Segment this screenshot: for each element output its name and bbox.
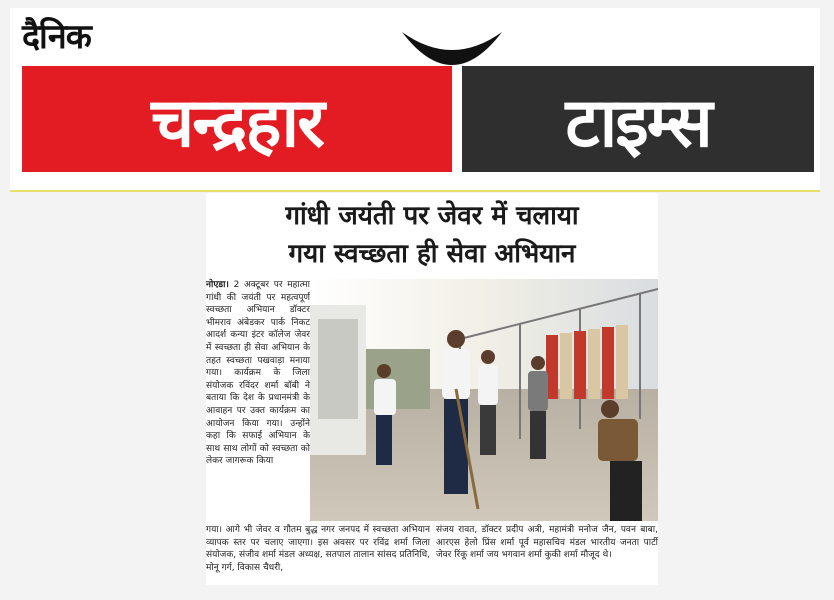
article-column-left xyxy=(206,279,310,468)
article-dateline: नोएडा। xyxy=(206,280,229,290)
cleanliness-drive-photo xyxy=(310,279,658,521)
article-body-bottom-right: संजय रावत, डॉक्टर प्रदीप अत्री, महामंत्री मनोज जैन, पवन बाबा, आरएस हेलो प्रिंस शर्मा पूर्व महासचिव मंडल भारतीय जनता पार्टी जेवर रिंकू शर्मा जय भगवान शर्मा कुकी शर्मा मौजूद थे। xyxy=(436,525,658,561)
masthead-name-right: टाइम्स xyxy=(462,66,814,172)
news-article xyxy=(206,193,658,585)
article-headline xyxy=(206,197,658,273)
article-body-bottom-left: गया। आगे भी जेवर व गौतम बुद्ध नगर जनपद में स्वच्छता अभियान व्यापक स्तर पर चलाए जाएगा। इस अवसर पर रविंद्र शर्मा जिला संयोजक, संजीव शर्मा मंडल अध्यक्ष, सतपाल तालान सांसद प्रतिनिधि, मोनू गर्ग, विकास चैधरी, xyxy=(206,525,430,573)
headline-line-1: गांधी जयंती पर जेवर में चलाया xyxy=(285,201,579,231)
masthead-name-left: चन्द्रहार xyxy=(22,66,452,172)
article-body-left: 2 अक्टूबर पर महात्मा गांधी की जयंती पर महत्वपूर्ण स्वच्छता अभियान डॉक्टर भीमराव अंबेडकर पार्क निकट आदर्श कन्या इंटर कॉलेज जेवर में स्वच्छता ही सेवा अभियान के तहत स्वच्छता पखवाड़ा मनाया गया। कार्यक्रम के जिला संयोजक रविंदर शर्मा बॉबी ने बताया कि देश के प्रधानमंत्री के आवाहन पर उक्त कार्यक्रम का आयोजन किया गया। उन्होंने कहा कि सफाई अभियान के साथ साथ लोगों को स्वच्छता को लेकर जागरूक किया xyxy=(206,280,310,467)
masthead xyxy=(10,8,820,192)
masthead-daily-label: दैनिक xyxy=(22,17,91,57)
headline-line-2: गया स्वच्छता ही सेवा अभियान xyxy=(288,239,576,269)
